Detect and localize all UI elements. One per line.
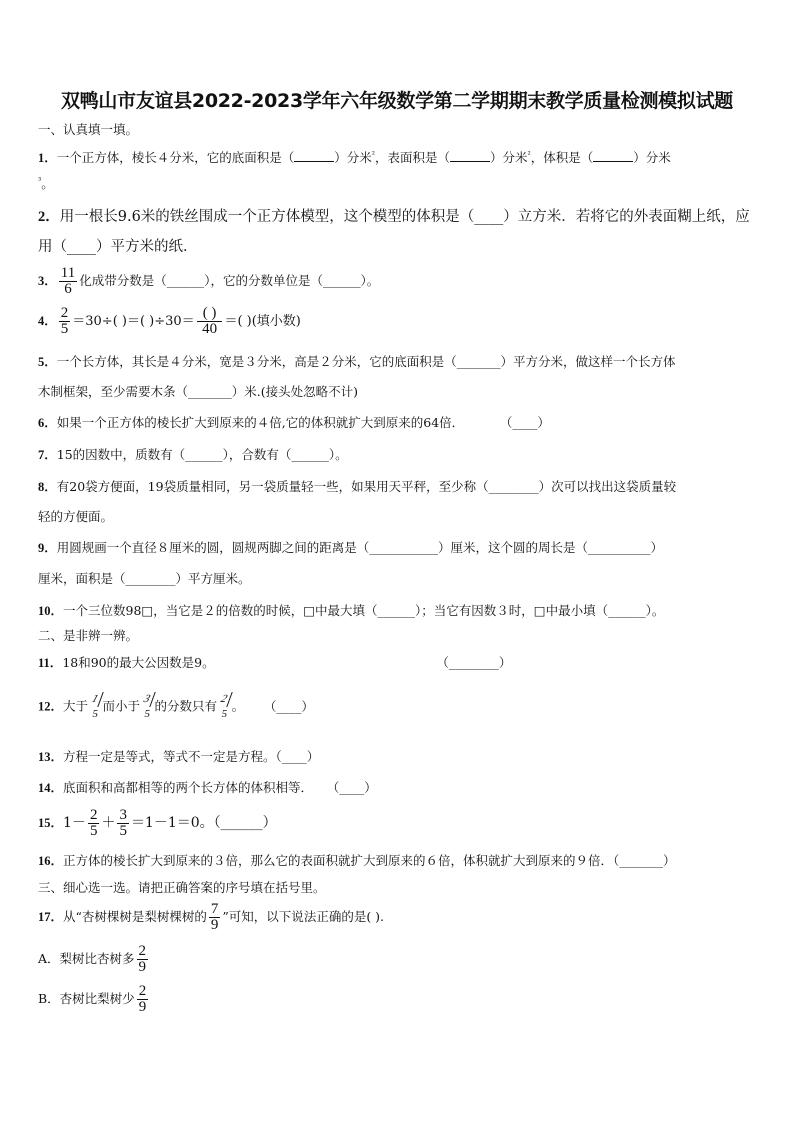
question-11: 11．18和90的最大公因数是9。 （________） xyxy=(38,655,512,670)
fraction: $\frac{2}{9}$ xyxy=(138,943,147,975)
question-5: 5．一个长方体，其长是４分米，宽是３分米，高是２分米，它的底面积是（_______）平方分米，做这样一个长方体 xyxy=(38,354,676,369)
question-number: 1． xyxy=(38,151,57,166)
question-number: 2． xyxy=(38,209,60,225)
question-4: 4． $\frac{2}{5}$ ＝30÷( )＝( )÷30＝ $\frac{( )}{40}$ ＝( )(填小数) xyxy=(38,305,301,337)
question-16: 16．正方体的棱长扩大到原来的３倍，那么它的表面积就扩大到原来的６倍，体积就扩大到原来的９倍．（_______） xyxy=(38,853,676,868)
section-heading-3: 三、细心选一选。请把正确答案的序号填在括号里。 xyxy=(38,880,326,895)
question-number: 3． xyxy=(38,274,57,288)
answer-blank[interactable]: （____） xyxy=(506,415,550,430)
question-number: 6． xyxy=(38,416,57,430)
fraction: $\frac{7}{9}$ xyxy=(210,901,219,933)
question-13: 13．方程一定是等式，等式不一定是方程。（____） xyxy=(38,749,320,764)
question-5-cont: 木制框架，至少需要木条（_______）米.(接头处忽略不计) xyxy=(38,384,358,399)
question-1-cont: $^{^3}$。 xyxy=(38,176,54,192)
question-9: 9．用圆规画一个直径８厘米的圆，圆规两脚之间的距离是（___________）厘米，这个圆的周长是（__________） xyxy=(38,540,664,555)
question-number: 4． xyxy=(38,314,57,328)
fraction: $\frac{3}{5}$ xyxy=(119,807,127,839)
fraction: $\frac{2}{9}$ xyxy=(138,983,147,1015)
question-2: 2．用一根长9.6米的铁丝围成一个正方体模型，这个模型的体积是（____）立方米．若将它的外表面糊上纸，应用（____）平方米的纸． xyxy=(38,209,750,255)
question-number: 13． xyxy=(38,750,64,764)
section-heading-1: 一、认真填一填。 xyxy=(38,122,139,137)
answer-blank[interactable]: （________） xyxy=(442,655,512,670)
question-6: 6．如果一个正方体的棱长扩大到原来的４倍,它的体积就扩大到原来的64倍． （____） xyxy=(38,415,550,430)
fraction: $\frac{2}{5}$ xyxy=(60,305,69,337)
section-heading-2: 二、是非辨一辨。 xyxy=(38,628,139,643)
question-17: 17．从“杏树棵树是梨树棵树的 $\frac{7}{9}$ ”可知，以下说法正确的是( ). xyxy=(38,901,385,933)
question-3: 3． $\frac{11}{6}$ 化成带分数是（______），它的分数单位是（______）。 xyxy=(38,265,380,297)
question-number: 15． xyxy=(38,816,64,830)
question-number: 17． xyxy=(38,910,64,924)
page-title: 双鸭山市友谊县2022-2023学年六年级数学第二学期期末教学质量检测模拟试题 xyxy=(61,90,733,112)
answer-blank[interactable]: （____） xyxy=(270,698,314,714)
question-number: 14． xyxy=(38,781,64,795)
question-12: 12．大于 1 5 而小于 3 5 的分数只有 2 5 。 （____） xyxy=(38,693,314,720)
option-a[interactable]: A．梨树比杏树多 $\frac{2}{9}$ xyxy=(38,943,147,975)
question-number: 8． xyxy=(38,480,57,494)
answer-blank[interactable] xyxy=(294,161,334,162)
question-7: 7．15的因数中，质数有（______），合数有（______）。 xyxy=(38,447,348,462)
question-10: 10．一个三位数98□，当它是２的倍数的时候，□中最大填（______）；当它有因数３时，□中最小填（______）。 xyxy=(38,603,665,618)
question-8-cont: 轻的方便面。 xyxy=(38,509,114,524)
question-number: 7． xyxy=(38,448,57,462)
question-number: 16． xyxy=(38,854,64,868)
fraction: 3 5 xyxy=(142,692,153,722)
question-number: 9． xyxy=(38,541,57,555)
question-number: 5． xyxy=(38,355,57,369)
question-8: 8．有20袋方便面，19袋质量相同，另一袋质量轻一些，如果用天平秤，至少称（________）次可以找出这袋质量较 xyxy=(38,479,677,494)
fraction: 1 5 xyxy=(90,692,101,722)
question-15: 15．1－ $\frac{2}{5}$ ＋ $\frac{3}{5}$ ＝1－1＝0。（______） xyxy=(38,807,277,839)
option-b[interactable]: B．杏树比梨树少 $\frac{2}{9}$ xyxy=(38,983,147,1015)
fraction: $\frac{2}{5}$ xyxy=(89,807,98,839)
answer-blank[interactable]: （____） xyxy=(333,780,377,795)
answer-blank[interactable] xyxy=(593,161,633,162)
question-number: 12． xyxy=(38,699,64,714)
answer-blank[interactable] xyxy=(450,161,490,162)
fraction: $\frac{11}{6}$ xyxy=(60,265,76,297)
fraction: $\frac{( )}{40}$ xyxy=(197,306,223,337)
question-9-cont: 厘米，面积是（________）平方厘米。 xyxy=(38,571,251,586)
fraction: 2 5 xyxy=(219,692,230,722)
question-number: 10． xyxy=(38,604,64,618)
question-14: 14．底面积和高都相等的两个长方体的体积相等． （____） xyxy=(38,780,377,795)
question-1: 1．一个正方体，棱长４分米，它的底面积是（ ）分米$^{^2}$，表面积是（ ）分米$^{^2}$，体积是（ ）分米 xyxy=(38,150,671,166)
question-number: 11． xyxy=(38,656,63,670)
